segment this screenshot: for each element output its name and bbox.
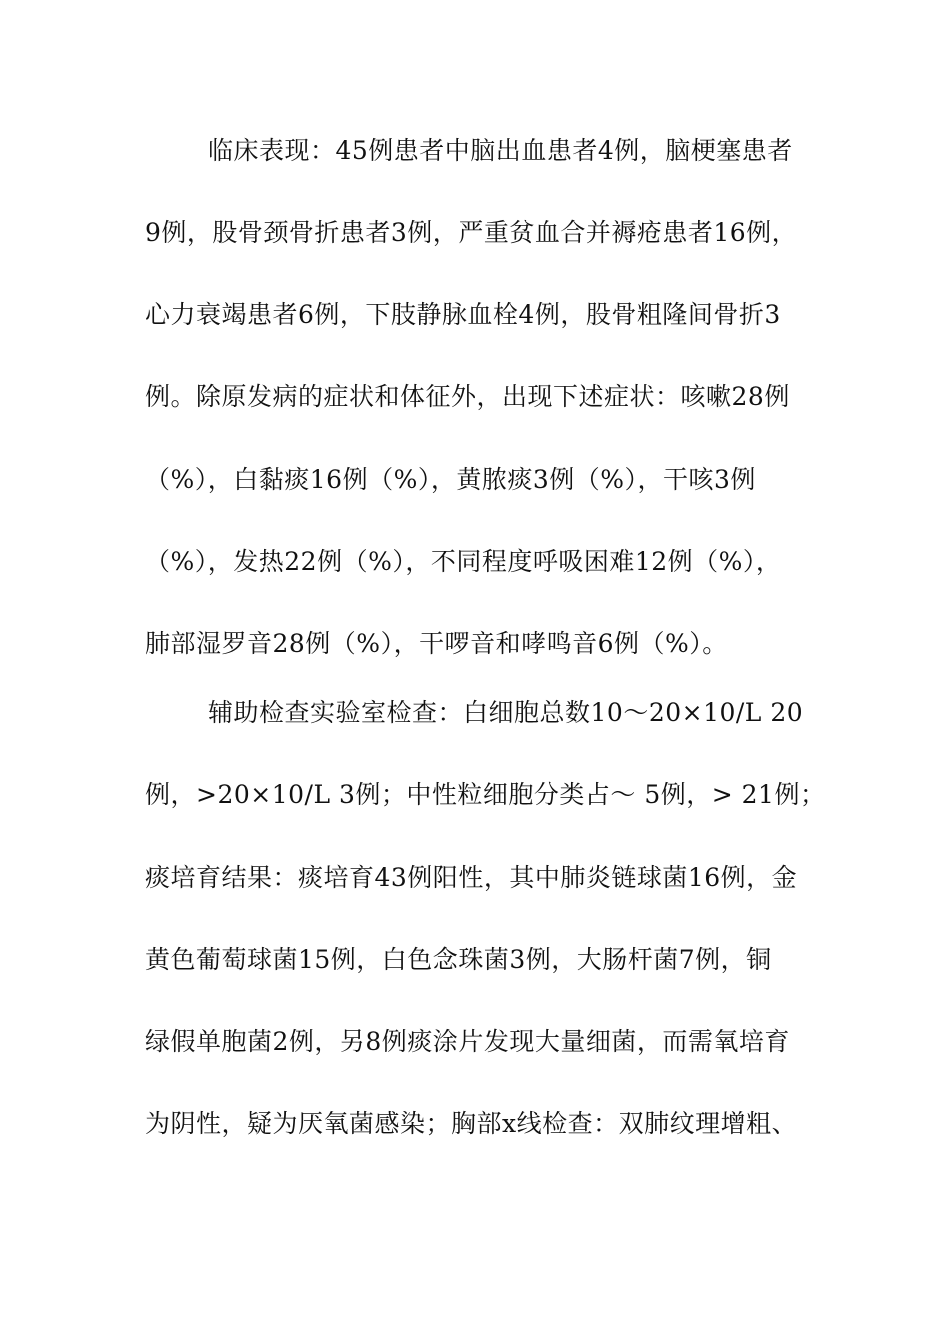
paragraph-2-line-6: 为阴性，疑为厌氧菌感染；胸部x线检查：双肺纹理增粗、 <box>145 1109 798 1138</box>
paragraph-2-line-2: 例，>20×10/L 3例；中性粒细胞分类占～ 5例，> 21例； <box>145 780 826 809</box>
paragraph-2-line-4: 黄色葡萄球菌15例，白色念珠菌3例，大肠杆菌7例，铜 <box>145 945 772 974</box>
paragraph-1-line-1: 临床表现：45例患者中脑出血患者4例，脑梗塞患者 <box>208 136 793 165</box>
paragraph-1-line-6: （%），发热22例（%），不同程度呼吸困难12例（%）， <box>145 547 782 576</box>
paragraph-1-line-7: 肺部湿罗音28例（%），干啰音和哮鸣音6例（%）。 <box>145 629 728 658</box>
paragraph-1-line-2: 9例，股骨颈骨折患者3例，严重贫血合并褥疮患者16例， <box>145 218 798 247</box>
paragraph-1-line-4: 例。除原发病的症状和体征外，出现下述症状：咳嗽28例 <box>145 382 790 411</box>
paragraph-1-line-3: 心力衰竭患者6例，下肢静脉血栓4例，股骨粗隆间骨折3 <box>145 300 781 329</box>
paragraph-2-line-1: 辅助检查实验室检查：白细胞总数10～20×10/L 20 <box>208 698 804 727</box>
paragraph-1-line-5: （%），白黏痰16例（%），黄脓痰3例（%），干咳3例 <box>145 465 756 494</box>
paragraph-2-line-5: 绿假单胞菌2例，另8例痰涂片发现大量细菌，而需氧培育 <box>145 1027 790 1056</box>
paragraph-2-line-3: 痰培育结果：痰培育43例阳性，其中肺炎链球菌16例，金 <box>145 863 798 892</box>
